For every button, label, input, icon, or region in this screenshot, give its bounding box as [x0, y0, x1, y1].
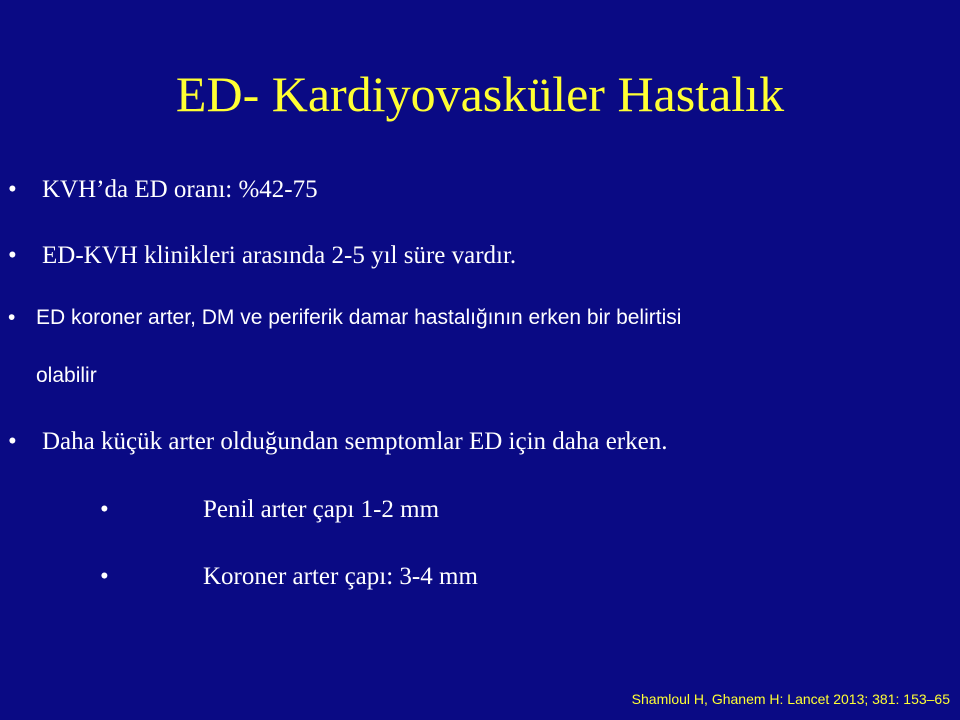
bullet-icon: • [8, 242, 17, 269]
bullet-text: Penil arter çapı 1-2 mm [203, 496, 440, 523]
bullet-icon: • [100, 496, 109, 523]
bullet-text: ED-KVH klinikleri arasında 2-5 yıl süre vardır. [42, 242, 517, 269]
bullet-icon: • [100, 563, 109, 590]
citation: Shamloul H, Ghanem H: Lancet 2013; 381: 153–65 [631, 691, 950, 707]
bullet-text: KVH’da ED oranı: %42-75 [42, 176, 318, 203]
bullet-text: Daha küçük arter olduğundan semptomlar ED için daha erken. [42, 428, 668, 455]
bullet-icon: • [8, 306, 16, 329]
bullet-icon: • [8, 176, 17, 203]
bullet-text: ED koroner arter, DM ve periferik damar hastalığının erken bir belirtisi [36, 306, 682, 329]
slide-title: ED- Kardiyovasküler Hastalık [175, 66, 785, 122]
bullet-icon: • [8, 428, 17, 455]
bullet-text: Koroner arter çapı: 3-4 mm [203, 563, 478, 590]
bullet-text: olabilir [36, 364, 97, 387]
